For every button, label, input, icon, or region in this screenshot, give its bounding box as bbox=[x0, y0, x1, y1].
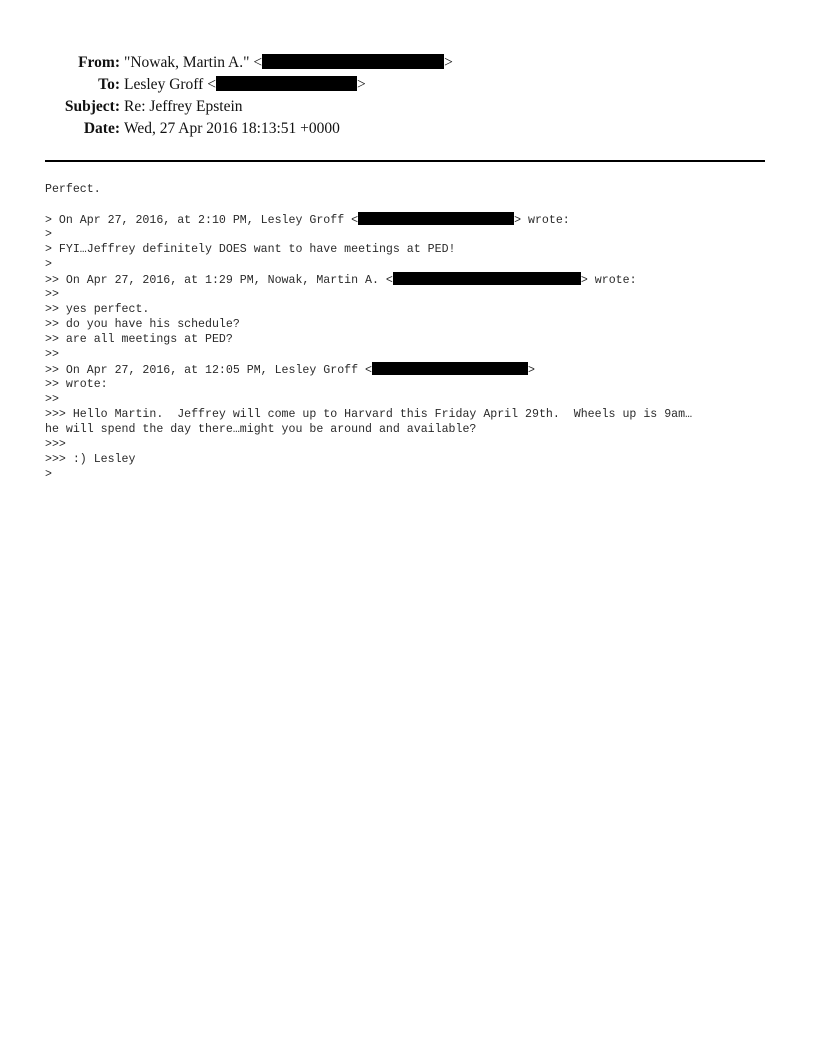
body-line bbox=[45, 272, 775, 287]
quote-header-end: > wrote: bbox=[514, 214, 570, 227]
body-line bbox=[45, 362, 775, 377]
body-line: Perfect. bbox=[45, 183, 101, 196]
body-line: > bbox=[45, 468, 52, 481]
subject-row bbox=[0, 96, 816, 118]
body-line: >> bbox=[45, 288, 59, 301]
body-line: >> yes perfect. bbox=[45, 303, 150, 316]
header-divider bbox=[45, 160, 765, 162]
date-value: Wed, 27 Apr 2016 18:13:51 +0000 bbox=[124, 120, 340, 137]
email-header bbox=[0, 52, 816, 140]
body-line: > FYI…Jeffrey definitely DOES want to have meetings at PED! bbox=[45, 243, 456, 256]
body-line: >> bbox=[45, 393, 59, 406]
redaction-bar bbox=[216, 76, 357, 91]
quote-header-end: > wrote: bbox=[580, 274, 637, 287]
redaction-bar bbox=[372, 362, 528, 375]
subject-label: Subject: bbox=[64, 98, 120, 115]
to-name: Lesley Groff < bbox=[124, 76, 216, 93]
to-value bbox=[124, 74, 366, 96]
body-line: >> wrote: bbox=[45, 378, 108, 391]
body-line: >> do you have his schedule? bbox=[45, 318, 240, 331]
body-line: >>> :) Lesley bbox=[45, 453, 136, 466]
body-line: > bbox=[45, 258, 52, 271]
subject-value: Re: Jeffrey Epstein bbox=[124, 98, 243, 115]
body-line: >> bbox=[45, 348, 59, 361]
quote-header-end: > bbox=[528, 364, 535, 377]
to-label: To: bbox=[98, 76, 120, 93]
quote-header-text: >> On Apr 27, 2016, at 12:05 PM, Lesley Groff < bbox=[45, 364, 372, 377]
body-line: > bbox=[45, 228, 52, 241]
email-body bbox=[45, 182, 775, 482]
date-row bbox=[0, 118, 816, 140]
redaction-bar bbox=[358, 212, 514, 225]
redaction-bar bbox=[393, 272, 581, 285]
to-row bbox=[0, 74, 816, 96]
body-line: >>> bbox=[45, 438, 66, 451]
body-line: >> are all meetings at PED? bbox=[45, 333, 233, 346]
from-label: From: bbox=[78, 54, 120, 71]
redaction-bar bbox=[262, 54, 444, 69]
body-line: >>> Hello Martin. Jeffrey will come up to Harvard this Friday April 29th. Wheels up is 9am… bbox=[45, 408, 693, 421]
from-name: "Nowak, Martin A." < bbox=[124, 54, 263, 71]
blank-line bbox=[45, 197, 775, 212]
body-line: he will spend the day there…might you be around and available? bbox=[45, 423, 477, 436]
from-row bbox=[0, 52, 816, 74]
from-close: > bbox=[444, 54, 453, 71]
to-close: > bbox=[356, 76, 366, 93]
date-label: Date: bbox=[83, 120, 120, 137]
quote-header-text: > On Apr 27, 2016, at 2:10 PM, Lesley Groff < bbox=[45, 214, 359, 227]
quote-header-text: >> On Apr 27, 2016, at 1:29 PM, Nowak, Martin A. < bbox=[45, 274, 393, 287]
from-value bbox=[124, 52, 453, 74]
body-line bbox=[45, 212, 775, 227]
